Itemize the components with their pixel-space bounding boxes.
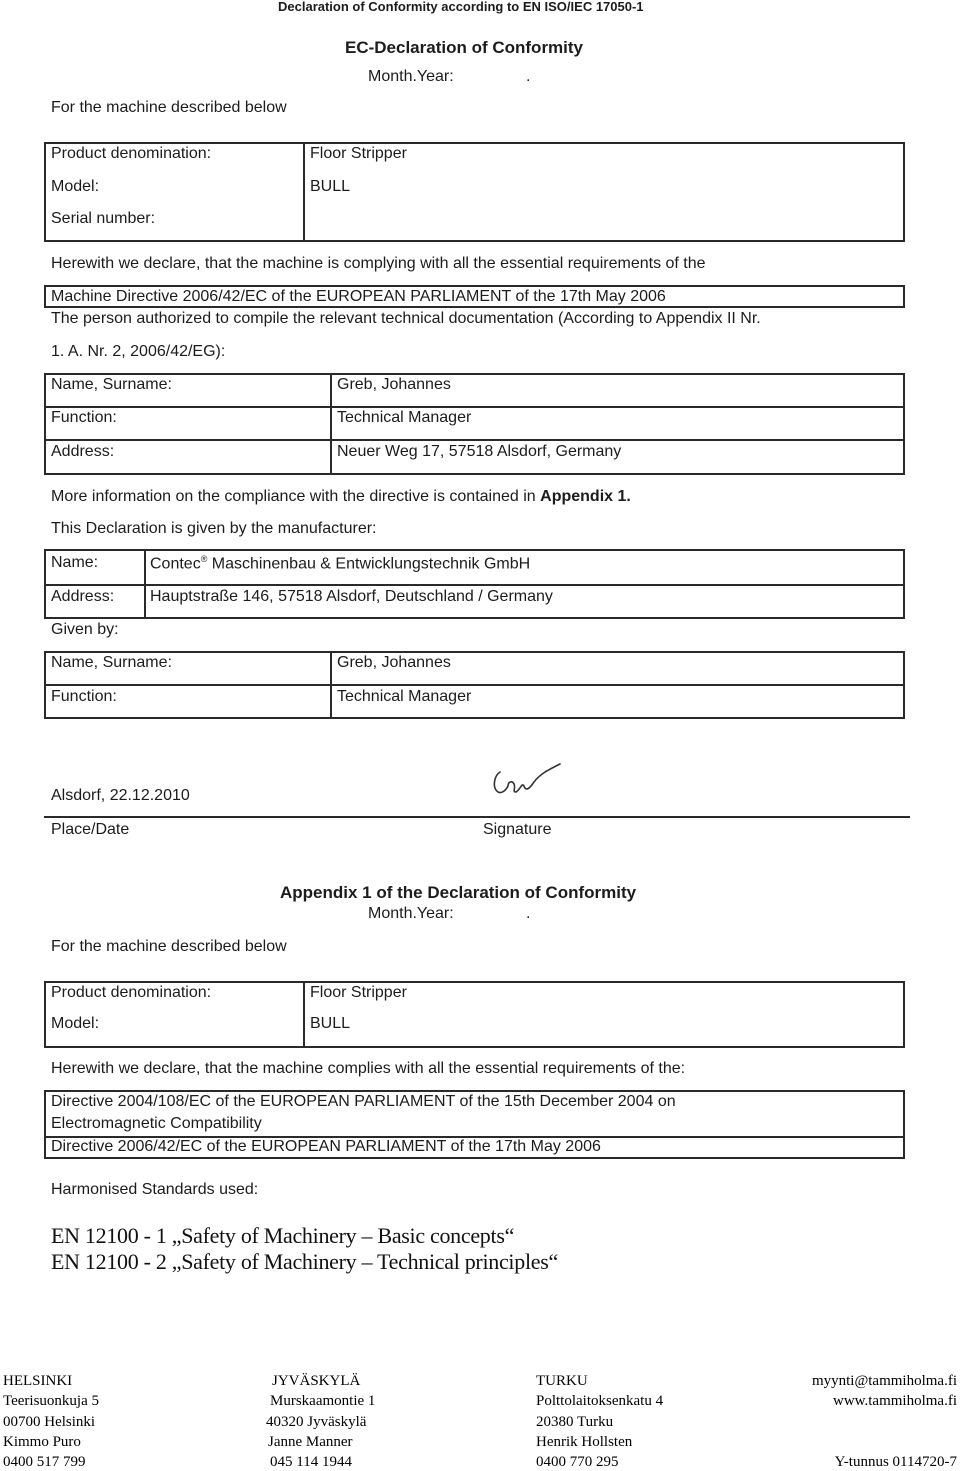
footer-helsinki-street: Teerisuonkuja 5 xyxy=(3,1393,100,1409)
footer-jyvaskyla-city: JYVÄSKYLÄ xyxy=(272,1373,361,1389)
footer-turku-city: TURKU xyxy=(536,1373,588,1389)
person-name-value: Greb, Johannes xyxy=(337,376,451,393)
authorized-person-line1: The person authorized to compile the relevant technical documentation (According to Appendix II Nr. xyxy=(51,310,761,327)
machine-directive: Machine Directive 2006/42/EC of the EUROPEAN PARLIAMENT of the 17th May 2006 xyxy=(51,288,666,305)
more-info-prefix: More information on the compliance with the directive is contained in xyxy=(51,488,541,505)
table-column-divider xyxy=(330,373,332,475)
table-row-divider xyxy=(44,584,905,586)
footer-helsinki-phone: 0400 517 799 xyxy=(3,1454,86,1470)
manufacturer-address-label: Address: xyxy=(51,588,115,605)
footer-turku-contact: Henrik Hollsten xyxy=(536,1434,633,1450)
manufacturer-address-value: Hauptstraße 146, 57518 Alsdorf, Deutschland / Germany xyxy=(150,588,553,605)
footer-helsinki-city: HELSINKI xyxy=(3,1373,73,1389)
manufacturer-name-value xyxy=(150,554,530,573)
appendix-model-label: Model: xyxy=(51,1015,100,1032)
person-function-value: Technical Manager xyxy=(337,409,472,426)
footer-email-link[interactable]: myynti@tammiholma.fi xyxy=(811,1373,957,1389)
footer-jyvaskyla-phone: 045 114 1944 xyxy=(270,1454,352,1470)
footer-website-link[interactable]: www.tammiholma.fi xyxy=(832,1393,957,1409)
person-name-label: Name, Surname: xyxy=(51,376,172,393)
more-info-appendix: Appendix 1. xyxy=(540,488,631,505)
machine-directive-appendix: Directive 2006/42/EC of the EUROPEAN PARLIAMENT of the 17th May 2006 xyxy=(51,1138,601,1155)
month-year-label: Month.Year: xyxy=(368,68,454,85)
manufacturer-intro: This Declaration is given by the manufacturer: xyxy=(51,520,377,537)
standard-item: EN 12100 - 1 „Safety of Machinery – Basic concepts“ xyxy=(51,1223,515,1248)
month-year-dot: . xyxy=(526,68,531,85)
footer-turku-postal: 20380 Turku xyxy=(536,1414,614,1430)
appendix-month-year-dot: . xyxy=(526,905,531,922)
standard-item: EN 12100 - 2 „Safety of Machinery – Technical principles“ xyxy=(51,1249,558,1274)
more-info-text xyxy=(51,488,631,506)
appendix-title: Appendix 1 of the Declaration of Conformity xyxy=(280,883,637,902)
place-date-value: Alsdorf, 22.12.2010 xyxy=(51,787,190,804)
footer-turku-street: Polttolaitoksenkatu 4 xyxy=(536,1393,664,1409)
appendix-product-denomination-label: Product denomination: xyxy=(51,984,212,1001)
appendix-product-divider xyxy=(303,981,305,1048)
appendix-machine-intro: For the machine described below xyxy=(51,938,287,955)
manufacturer-name-rest: Maschinenbau & Entwicklungstechnik GmbH xyxy=(207,555,531,573)
manufacturer-brand: Contec xyxy=(150,555,201,573)
herewith-statement: Herewith we declare, that the machine is complying with all the essential requirements of the xyxy=(51,255,706,272)
signature-line xyxy=(44,816,910,818)
declaration-title: EC-Declaration of Conformity xyxy=(345,38,584,57)
footer-jyvaskyla-contact: Janne Manner xyxy=(268,1434,353,1450)
table-row-divider xyxy=(44,406,905,408)
person-address-value: Neuer Weg 17, 57518 Alsdorf, Germany xyxy=(337,443,622,460)
appendix-herewith-statement: Herewith we declare, that the machine complies with all the essential requirements of the: xyxy=(51,1060,686,1077)
appendix-product-denomination-value: Floor Stripper xyxy=(310,984,407,1001)
appendix-model-value: BULL xyxy=(310,1015,351,1032)
emc-directive-line1: Directive 2004/108/EC of the EUROPEAN PARLIAMENT of the 15th December 2004 on xyxy=(51,1093,676,1110)
person-function-label: Function: xyxy=(51,409,117,426)
footer-helsinki-postal: 00700 Helsinki xyxy=(3,1414,96,1430)
signature-label: Signature xyxy=(483,821,552,838)
model-value: BULL xyxy=(310,178,351,195)
machine-intro: For the machine described below xyxy=(51,99,287,116)
signer-function-label: Function: xyxy=(51,688,117,705)
manufacturer-name-label: Name: xyxy=(51,554,99,571)
footer-jyvaskyla-postal: 40320 Jyväskylä xyxy=(266,1414,367,1430)
table-row-divider xyxy=(44,439,905,441)
document-header-title: Declaration of Conformity according to EN ISO/IEC 17050-1 xyxy=(278,0,644,14)
person-address-label: Address: xyxy=(51,443,115,460)
footer-helsinki-contact: Kimmo Puro xyxy=(3,1434,81,1450)
authorized-person-line2: 1. A. Nr. 2, 2006/42/EG): xyxy=(51,343,226,360)
footer-business-id: Y-tunnus 0114720-7 xyxy=(834,1454,957,1470)
table-column-divider xyxy=(330,651,332,719)
handwritten-signature xyxy=(486,760,566,802)
product-denomination-value: Floor Stripper xyxy=(310,145,407,162)
product-table-divider xyxy=(303,142,305,242)
signer-function-value: Technical Manager xyxy=(337,688,472,705)
given-by-label: Given by: xyxy=(51,621,119,638)
footer-jyvaskyla-street: Murskaamontie 1 xyxy=(270,1393,376,1409)
appendix-month-year-label: Month.Year: xyxy=(368,905,454,922)
serial-number-label: Serial number: xyxy=(51,210,156,227)
registered-mark: ® xyxy=(200,554,208,564)
model-label: Model: xyxy=(51,178,100,195)
table-row-divider xyxy=(44,684,905,686)
table-column-divider xyxy=(144,549,146,619)
place-date-label: Place/Date xyxy=(51,821,130,838)
harmonised-standards-label: Harmonised Standards used: xyxy=(51,1181,259,1198)
footer-turku-phone: 0400 770 295 xyxy=(536,1454,619,1470)
signer-name-label: Name, Surname: xyxy=(51,654,172,671)
signer-name-value: Greb, Johannes xyxy=(337,654,451,671)
emc-directive-line2: Electromagnetic Compatibility xyxy=(51,1115,262,1132)
product-denomination-label: Product denomination: xyxy=(51,145,212,162)
